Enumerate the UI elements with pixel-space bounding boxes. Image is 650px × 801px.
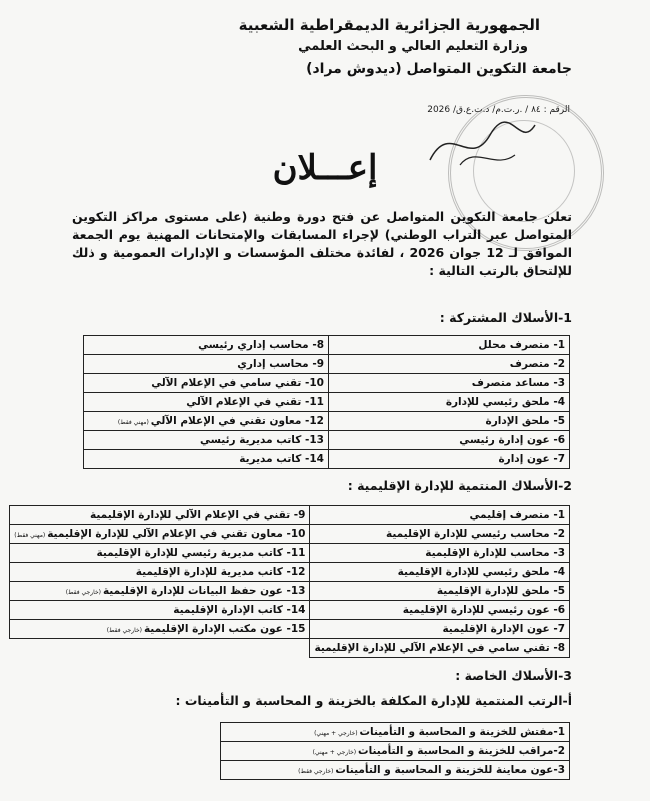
- section1-table: [83, 335, 570, 469]
- section2-left-cell: 15- عون مكتب الإدارة الإقليمية (خارجي فقط): [10, 620, 310, 639]
- table-row: [10, 525, 570, 544]
- section3-title: 3-الأسلاك الخاصة :: [455, 668, 572, 683]
- table-row: [10, 582, 570, 601]
- table-row: [10, 506, 570, 525]
- section1-left-cell: 9- محاسب إداري: [84, 355, 329, 374]
- section1-right-cell: 7- عون إدارة: [329, 450, 570, 469]
- candidate-type-note: (خارجي + مهني): [312, 749, 359, 756]
- section2-title: 2-الأسلاك المنتمية للإدارة الإقليمية :: [347, 478, 572, 493]
- intro-paragraph: تعلن جامعة التكوين المتواصل عن فتح دورة وطنية (على مستوى مراكز التكوين المتواصل عبر التراب الوطني) لإجراء المسابقات والإمتحانات المهنية يوم الجمعة الموافق لـ 12 جوان 2026 ، لفائدة مختلف المؤسسات و الإدارات العمومية و ذلك للإلتحاق بالرتب التالية :: [72, 209, 572, 278]
- section3-subtitle: أ-الرتب المنتمية للإدارة المكلفة بالخزينة و المحاسبة و التأمينات :: [175, 693, 572, 708]
- section1-title: 1-الأسلاك المشتركة :: [439, 310, 572, 325]
- section2-empty-cell: [10, 639, 310, 658]
- table-row: [221, 723, 570, 742]
- section3-cell: 3-عون معاينة للخزينة و المحاسبة و التأمينات (خارجي فقط): [221, 761, 570, 780]
- table-row: [221, 742, 570, 761]
- table-row: [84, 374, 570, 393]
- section1-left-cell: 11- تقني في الإعلام الآلي: [84, 393, 329, 412]
- section2-right-cell: 1- متصرف إقليمي: [310, 506, 570, 525]
- reference-number: الرقم : ٨٤ / .ر.ت.م/ د.ت.ع.ق/ 2026: [427, 105, 570, 115]
- candidate-type-note: (خارجي فقط): [65, 589, 103, 596]
- candidate-type-note: (خارجي فقط): [106, 627, 144, 634]
- section1-right-cell: 2- متصرف: [329, 355, 570, 374]
- republic-header: الجمهورية الجزائرية الديمقراطية الشعبية: [238, 16, 540, 34]
- table-row: [10, 620, 570, 639]
- section3-cell: 1-مفتش للخزينة و المحاسبة و التأمينات (خارجي + مهني): [221, 723, 570, 742]
- table-row: [84, 336, 570, 355]
- section2-right-cell: 8- تقني سامي في الإعلام الآلي للإدارة الإقليمية: [310, 639, 570, 658]
- section2-right-cell: 6- عون رئيسي للإدارة الإقليمية: [310, 601, 570, 620]
- section2-right-cell: 3- محاسب للإدارة الإقليمية: [310, 544, 570, 563]
- candidate-type-note: (مهني فقط): [14, 532, 48, 539]
- university-header: جامعة التكوين المتواصل (ديدوش مراد): [306, 61, 572, 77]
- section1-left-cell: 13- كاتب مديرية رئيسي: [84, 431, 329, 450]
- ministry-header: وزارة التعليم العالي و البحث العلمي: [298, 39, 528, 54]
- section2-left-cell: 12- كاتب مديرية للإدارة الإقليمية: [10, 563, 310, 582]
- section2-left-cell: 14- كاتب الإدارة الإقليمية: [10, 601, 310, 620]
- section3-cell: 2-مراقب للخزينة و المحاسبة و التأمينات (خارجي + مهني): [221, 742, 570, 761]
- section1-right-cell: 3- مساعد متصرف: [329, 374, 570, 393]
- candidate-type-note: (مهني فقط): [117, 419, 151, 426]
- section1-right-cell: 4- ملحق رئيسي للإدارة: [329, 393, 570, 412]
- section2-right-cell: 2- محاسب رئيسي للإدارة الإقليمية: [310, 525, 570, 544]
- section2-left-cell: 11- كاتب مديرية رئيسي للإدارة الإقليمية: [10, 544, 310, 563]
- section1-left-cell: 10- تقني سامي في الإعلام الآلي: [84, 374, 329, 393]
- section1-left-cell: 14- كاتب مديرية: [84, 450, 329, 469]
- table-row: [10, 563, 570, 582]
- table-row: [84, 431, 570, 450]
- section2-right-cell: 5- ملحق للإدارة الإقليمية: [310, 582, 570, 601]
- section1-right-cell: 1- متصرف محلل: [329, 336, 570, 355]
- section1-left-cell: 8- محاسب إداري رئيسي: [84, 336, 329, 355]
- section2-table: [9, 505, 570, 658]
- table-row: [10, 601, 570, 620]
- section2-right-cell: 7- عون الإدارة الإقليمية: [310, 620, 570, 639]
- section2-right-cell: 4- ملحق رئيسي للإدارة الإقليمية: [310, 563, 570, 582]
- candidate-type-note: (خارجي + مهني): [314, 730, 360, 737]
- section2-left-cell: 10- معاون تقني في الإعلام الآلي للإدارة الإقليمية (مهني فقط): [10, 525, 310, 544]
- table-row: [84, 393, 570, 412]
- page-title: إعـــلان: [272, 148, 378, 188]
- section1-right-cell: 6- عون إدارة رئيسي: [329, 431, 570, 450]
- section2-left-cell: 9- تقني في الإعلام الآلي للإدارة الإقليمية: [10, 506, 310, 525]
- table-row: [84, 412, 570, 431]
- candidate-type-note: (خارجي فقط): [298, 768, 336, 775]
- table-row: [84, 355, 570, 374]
- section1-left-cell: 12- معاون تقني في الإعلام الآلي (مهني فقط): [84, 412, 329, 431]
- table-row: [84, 450, 570, 469]
- section1-right-cell: 5- ملحق الإدارة: [329, 412, 570, 431]
- table-row: [10, 639, 570, 658]
- table-row: [10, 544, 570, 563]
- section2-left-cell: 13- عون حفظ البيانات للإدارة الإقليمية (خارجي فقط): [10, 582, 310, 601]
- table-row: [221, 761, 570, 780]
- section3-table: [220, 722, 570, 780]
